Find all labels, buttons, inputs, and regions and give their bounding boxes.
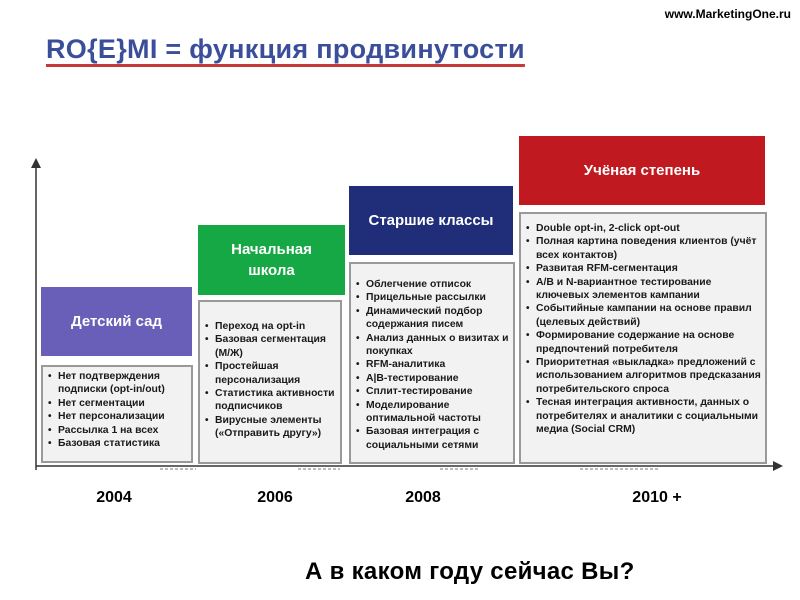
- list-item: • Нет сегментации: [47, 397, 187, 410]
- list-item: • Базовая интеграция с социальными сетями: [355, 425, 509, 452]
- list-item: • Формирование содержание на основе предпочтений потребителя: [525, 329, 761, 356]
- list-item: • Double opt-in, 2-click opt-out: [525, 222, 761, 235]
- list-item: • Переход на opt-in: [204, 320, 336, 333]
- list-item: • Вирусные элементы («Отправить другу»): [204, 414, 336, 441]
- stage-label: Учёная степень: [583, 162, 701, 179]
- list-item: • Полная картина поведения клиентов (учёт всех контактов): [525, 235, 761, 262]
- stage-label: Начальная школа: [231, 241, 312, 279]
- year-label: 2004: [96, 489, 132, 506]
- list-item: • Развитая RFM-сегментация: [525, 262, 761, 275]
- list-item: • Простейшая персонализация: [204, 360, 336, 387]
- list-item: • Анализ данных о визитах и покупках: [355, 332, 509, 359]
- stage-details-kindergarten: [41, 365, 193, 463]
- year-label: 2006: [257, 489, 293, 506]
- list-item: • Рассылка 1 на всех: [47, 424, 187, 437]
- list-item: • Нет персонализации: [47, 410, 187, 423]
- stage-header-kindergarten: [41, 287, 192, 356]
- list-item: • RFM-аналитика: [355, 358, 509, 371]
- list-item: • Тесная интеграция активности, данных о потребителях и аналитики с социальными медиа (Social CRM): [525, 396, 761, 436]
- closing-question: А в каком году сейчас Вы?: [305, 558, 635, 585]
- list-item: • A/B и N-вариантное тестирование ключевых элементов кампании: [525, 276, 761, 303]
- stage-label: Старшие классы: [368, 212, 494, 229]
- stage-details-high-school: [349, 262, 515, 464]
- stage-header-high-school: [349, 186, 513, 255]
- year-label: 2008: [405, 489, 441, 506]
- list-item: • Статистика активности подписчиков: [204, 387, 336, 414]
- list-item: • Моделирование оптимальной частоты: [355, 399, 509, 426]
- list-item: • Облегчение отписок: [355, 278, 509, 291]
- page-title: RO{E}MI = функция продвинутости: [46, 34, 525, 64]
- list-item: • Нет подтверждения подписки (opt-in/out): [47, 370, 187, 397]
- list-item: • A|B-тестирование: [355, 372, 509, 385]
- year-label: 2010 +: [632, 489, 682, 506]
- list-item: • Прицельные рассылки: [355, 291, 509, 304]
- list-item: • Базовая статистика: [47, 437, 187, 450]
- list-item: • Сплит-тестирование: [355, 385, 509, 398]
- list-item: • Приоритетная «выкладка» предложений с использованием алгоритмов предсказания потребительского спроса: [525, 356, 761, 396]
- list-item: • Динамический подбор содержания писем: [355, 305, 509, 332]
- stage-header-primary-school: [198, 225, 345, 295]
- stage-details-primary-school: [198, 300, 342, 464]
- stage-header-academic-degree: [519, 136, 765, 205]
- list-item: • Базовая сегментация (М/Ж): [204, 333, 336, 360]
- list-item: • Событийные кампании на основе правил (целевых действий): [525, 302, 761, 329]
- stage-details-academic-degree: [519, 212, 767, 464]
- stage-label: Детский сад: [70, 313, 162, 330]
- site-url[interactable]: www.MarketingOne.ru: [664, 7, 791, 21]
